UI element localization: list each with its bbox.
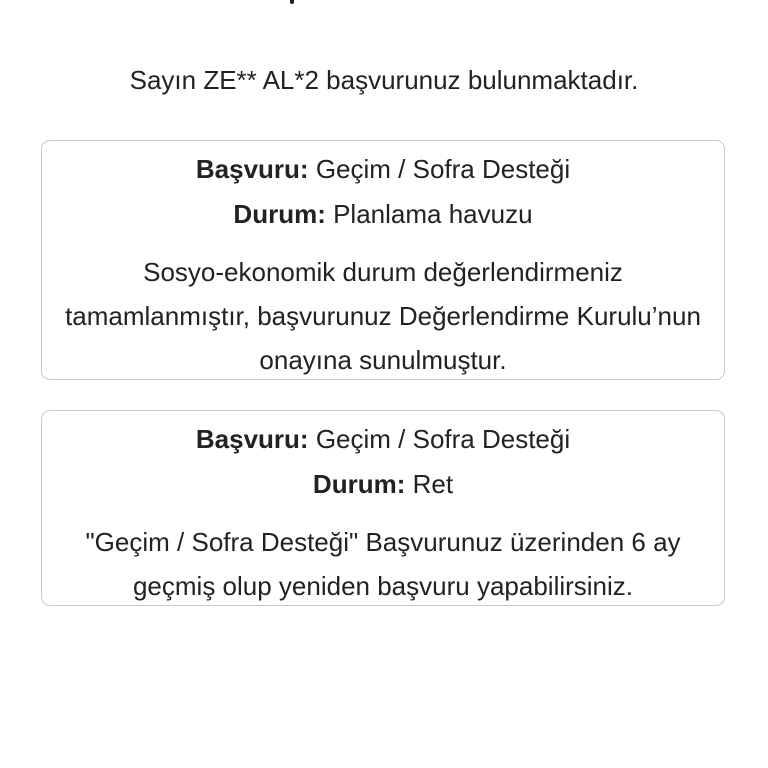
application-status-row (42, 192, 724, 237)
application-card (41, 140, 725, 380)
application-type-row (42, 417, 724, 462)
application-message: Sosyo-ekonomik durum değerlendirmeniz tamamlanmıştır, başvurunuz Değerlendirme Kurulu’nun onayına sunulmuştur. (65, 257, 701, 375)
greeting-text: Sayın ZE** AL*2 başvurunuz bulunmaktadır. (129, 65, 639, 95)
application-status-row (42, 462, 724, 507)
application-type-value: Geçim / Sofra Desteği (315, 154, 571, 184)
application-type-label: Başvuru: (195, 154, 309, 184)
application-message: "Geçim / Sofra Desteği" Başvurunuz üzerinden 6 ay geçmiş olup yeniden başvuru yapabilirsiniz. (85, 527, 681, 601)
application-status-value: Ret (412, 469, 454, 499)
application-status-label: Durum: (233, 199, 326, 229)
application-card (41, 410, 725, 606)
application-type-label: Başvuru: (195, 424, 309, 454)
application-type-row (42, 147, 724, 192)
application-status-value: Planlama havuzu (333, 199, 533, 229)
application-type-value: Geçim / Sofra Desteği (315, 424, 571, 454)
application-status-label: Durum: (312, 469, 406, 499)
clipped-heading-fragment (287, 0, 297, 6)
